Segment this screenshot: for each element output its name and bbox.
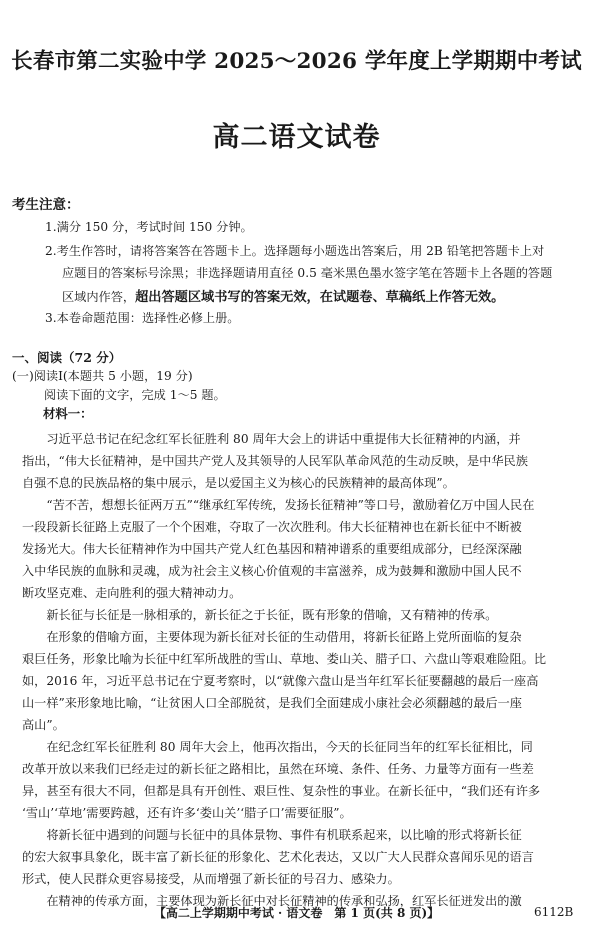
notice-item: 应题目的答案标号涂黑；非选择题请用直径 0.5 毫米黑色墨水签字笔在答题卡上各题的答题 (62, 266, 553, 280)
article-line: “苦不苦，想想长征两万五”“继承红军传统，发扬长征精神”等口号，激励着亿万中国人民在 (22, 498, 535, 512)
article-line: 将新长征中遇到的问题与长征中的具体景物、事件有机联系起来，以比喻的形式将新长征 (22, 828, 522, 842)
notice-item (62, 286, 504, 305)
notice-item: 2.考生作答时，请将答案答在答题卡上。选择题每小题选出答案后，用 2B 铅笔把答题卡上对 (45, 244, 545, 258)
article-line: 新长征与长征是一脉相承的，新长征之于长征，既有形象的借喻，又有精神的传承。 (22, 608, 498, 622)
article-line: 艰巨任务，形象比喻为长征中红军所战胜的雪山、草地、娄山关、腊子口、六盘山等艰难险阻。比 (22, 652, 547, 666)
notice-item-text: 区域内作答， (62, 290, 136, 304)
article-line: 自强不息的民族品格的集中展示，是以爱国主义为核心的民族精神的最高体现”。 (22, 476, 455, 490)
instruction: 阅读下面的文字，完成 1～5 题。 (44, 388, 226, 402)
article-line: 习近平总书记在纪念红军长征胜利 80 周年大会上的讲话中重提伟大长征精神的内涵，并 (22, 432, 521, 446)
article-line: 如，2016 年，习近平总书记在宁夏考察时，以“就像六盘山是当年红军长征要翻越的最后一座高 (22, 674, 539, 688)
notice-title: 考生注意： (12, 197, 80, 213)
material-title: 材料一： (43, 406, 93, 421)
article-line: 山一样”来形象地比喻，“让贫困人口全部脱贫，是我们全面建成小康社会必须翻越的最后一座 (22, 696, 522, 710)
section-title: 一、阅读（72 分） (12, 350, 122, 365)
notice-item: 1.满分 150 分，考试时间 150 分钟。 (45, 220, 253, 234)
notice-item: 3.本卷命题范围：选择性必修上册。 (45, 311, 240, 325)
page-footer: 【高二上学期期中考试 · 语文卷 第 1 页(共 8 页)】 (153, 906, 440, 920)
article-line: 高山”。 (22, 718, 65, 732)
article-line: 在精神的传承方面，主要体现为新长征中对长征精神的传承和弘扬，红军长征迸发出的激 (22, 894, 522, 908)
notice-emphasis: 超出答题区域书写的答案无效，在试题卷、草稿纸上作答无效。 (135, 290, 505, 305)
article-line: 形式，使人民群众更容易接受，从而增强了新长征的号召力、感染力。 (22, 872, 400, 886)
article-line: 的宏大叙事具象化，既丰富了新长征的形象化、艺术化表达，又以广大人民群众喜闻乐见的语言 (22, 850, 534, 864)
article-line: 异，甚至有很大不同，但都是具有开创性、艰巨性、复杂性的事业。在新长征中，“我们还有许多 (22, 784, 541, 798)
paper-code: 6112B (534, 905, 574, 919)
article-line: 改革开放以来我们已经走过的新长征之路相比，虽然在环境、条件、任务、力量等方面有一些差 (22, 762, 534, 776)
article-line: 入中华民族的血脉和灵魂，成为社会主义核心价值观的丰富滋养，成为鼓舞和激励中国人民不 (22, 564, 522, 578)
article-line: ‘雪山’‘草地’需要跨越，还有许多‘娄山关’‘腊子口’需要征服”。 (22, 806, 352, 820)
article-line: 在形象的借喻方面，主要体现为新长征对长征的生动借用，将新长征路上党所面临的复杂 (22, 630, 522, 644)
article-line: 断攻坚克难、走向胜利的强大精神动力。 (22, 586, 242, 600)
article-line: 发扬光大。伟大长征精神作为中国共产党人红色基因和精神谱系的重要组成部分，已经深深融 (22, 542, 522, 556)
paper-title: 高二语文试卷 (212, 122, 381, 153)
article-line: 一段段新长征路上克服了一个个困难，夺取了一次次胜利。伟大长征精神也在新长征中不断被 (22, 520, 522, 534)
subsection-title: (一)阅读Ⅰ(本题共 5 小题，19 分) (12, 369, 193, 383)
exam-header: 长春市第二实验中学 2025～2026 学年度上学期期中考试 (11, 49, 582, 74)
article-line: 在纪念红军长征胜利 80 周年大会上，他再次指出，今天的长征同当年的红军长征相比，同 (22, 740, 533, 754)
article-line: 指出，“伟大长征精神，是中国共产党人及其领导的人民军队革命风范的生动反映，是中华民族 (22, 454, 528, 468)
